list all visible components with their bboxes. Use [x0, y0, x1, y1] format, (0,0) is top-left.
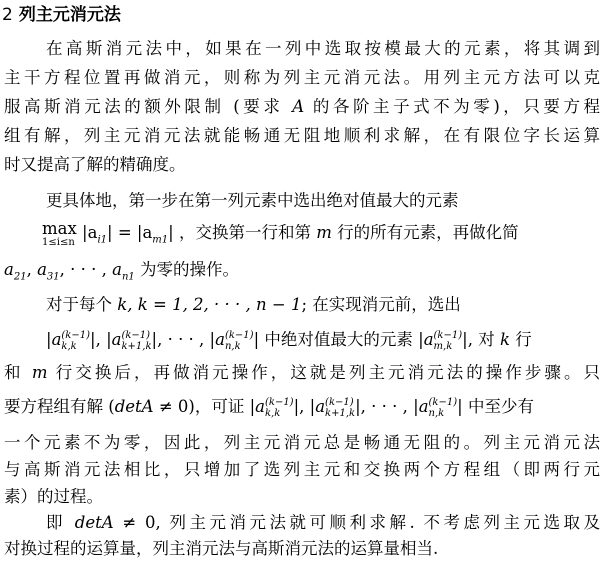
paragraph-1-line-2: 主干方程位置再做消元，则称为列主元消元法。用列主元方法可以克 — [4, 68, 600, 87]
section-heading — [2, 4, 121, 26]
section-number: 2 — [2, 5, 13, 25]
paragraph-2-line-2: max 1≤i≤n $|a_{i1}| = |a_{m1}|$ ，交换第一行和第 m 行的所有元素，再做化简 — [42, 219, 519, 248]
matrix-a-symbol: A — [292, 97, 305, 116]
paragraph-3-line-5: 一个元素不为零，因此，列主元消元总是畅通无阻的。列主元消元法 — [4, 433, 600, 452]
max-limit: 1≤i≤n — [42, 237, 75, 248]
paragraph-1-line-5: 时又提高了解的精确度。 — [4, 155, 186, 174]
paragraph-3-line-6: 与高斯消元法相比，只增加了选列主元和交换两个方程组（即两行元 — [4, 460, 600, 479]
paragraph-3-line-7: 素）的过程。 — [4, 487, 103, 506]
paragraph-4-line-1: 即 detA ≠ 0, 列主元消元法就可顺利求解. 不考虑列主元选取及 — [46, 513, 600, 532]
paragraph-3-line-3: 和 m 行交换后，再做消元操作，这就是列主元消元法的操作步骤。只 — [4, 363, 601, 382]
paragraph-4-line-2: 对换过程的运算量，列主消元法与高斯消元法的运算量相当. — [4, 539, 439, 558]
paragraph-3-line-4: 要方程组有解 (detA ≠ 0)，可证 |a (k−1) k,k |, |a (k−1) k+1,k |, · · · , |a (k−1) n,k | 中至少有 — [4, 396, 534, 419]
paragraph-2-line-1: 更具体地，第一步在第一列元素中选出绝对值最大的元素 — [46, 191, 459, 210]
paragraph-1-line-4: 组有解，列主元消元法就能畅通无阻地顺利求解，在有限位字长运算 — [4, 126, 600, 145]
paragraph-2-line-3: $a_{21}$, $a_{31}$, · · · , $a_{n1}$ 为零的操作。 — [4, 260, 240, 283]
paragraph-1-line-3: 服高斯消元法的额外限制 (要求 A 的各阶主子式不为零)，只要方程 — [4, 97, 600, 116]
paragraph-3-line-1: 对于每个 k, k = 1, 2, · · · , n − 1; 在实现消元前，选出 — [46, 295, 461, 314]
paragraph-1-line-1: 在高斯消元法中，如果在一列中选取按模最大的元素，将其调到 — [46, 39, 600, 58]
section-title: 列主元消元法 — [18, 5, 121, 25]
paragraph-3-line-2: |a (k−1) k,k |, |a (k−1) k+1,k |, · · · , |a (k−1) n,k | 中绝对值最大的元素 |a (k−1) m,k |, 对 k 行 — [46, 329, 532, 352]
max-operator: max 1≤i≤n — [42, 219, 77, 248]
